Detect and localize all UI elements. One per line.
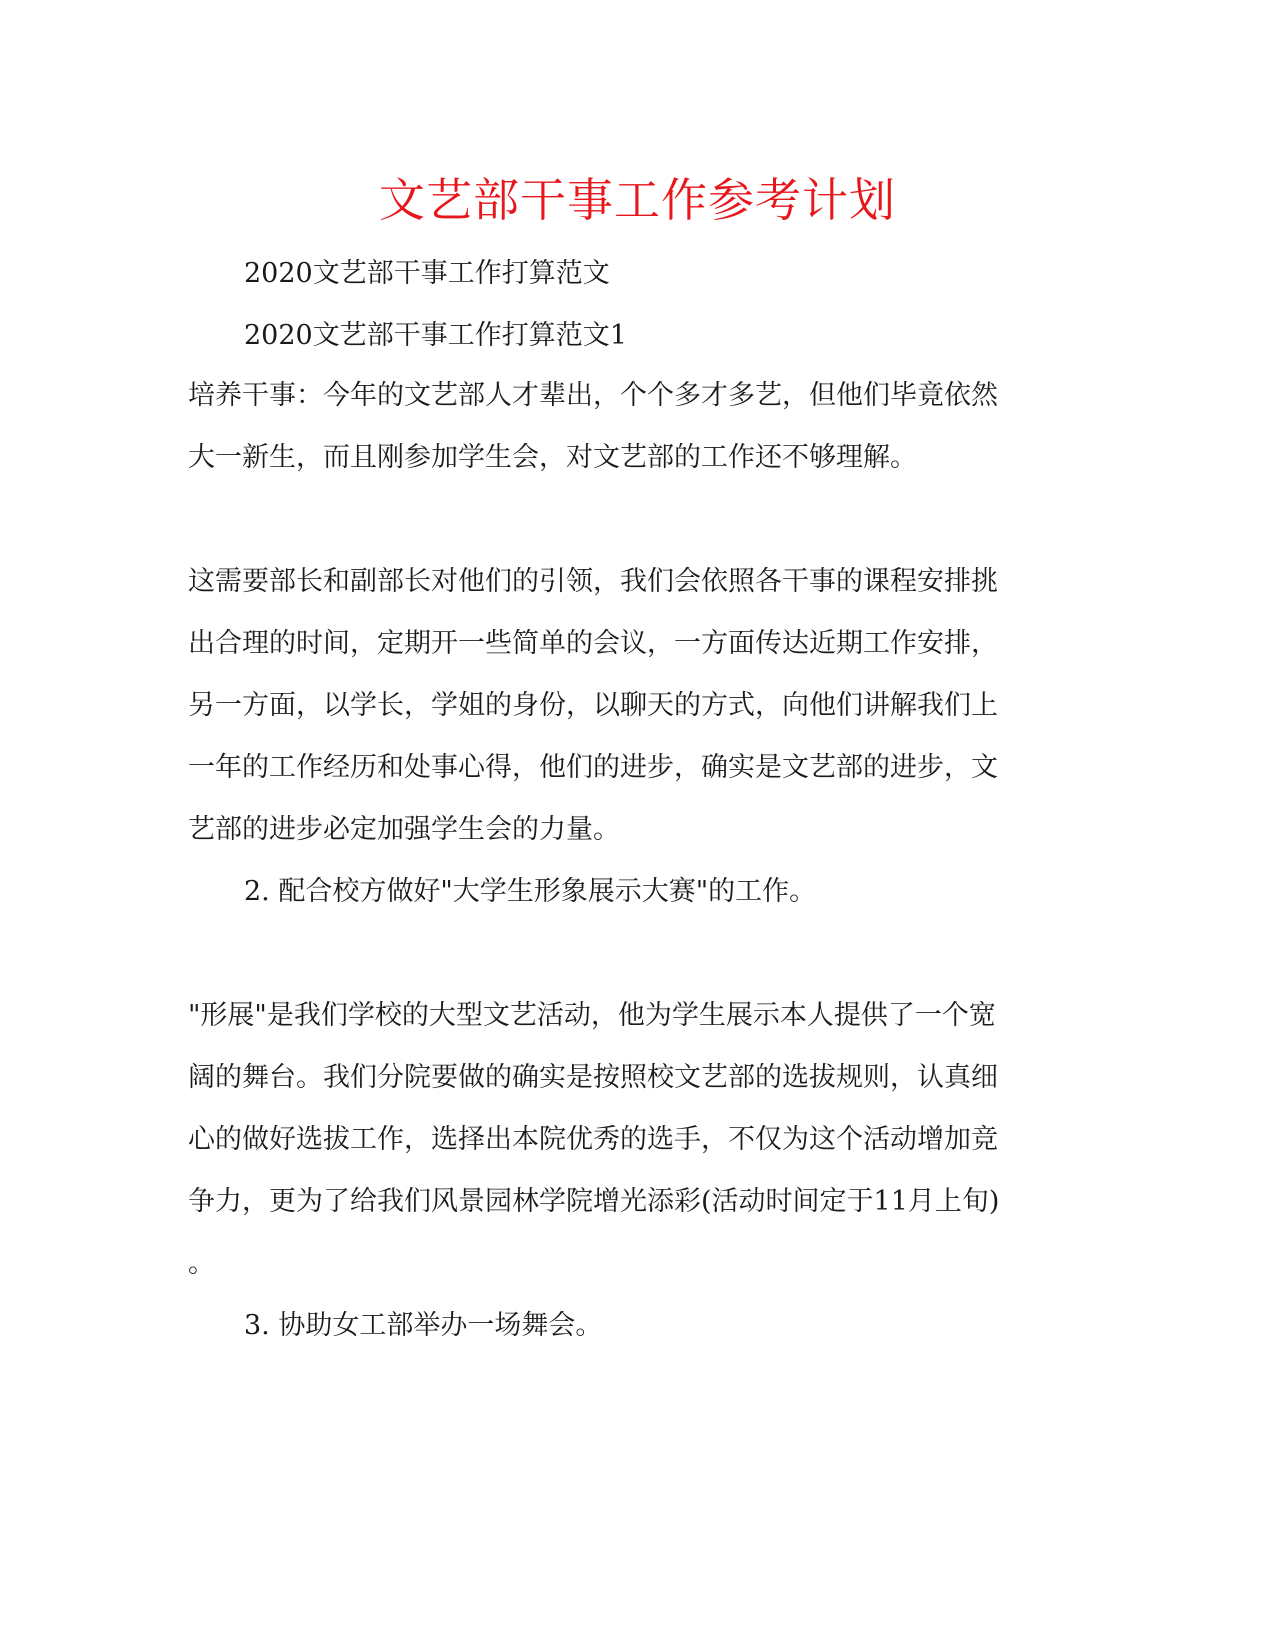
- paragraph-3-line: 。: [188, 1248, 215, 1279]
- paragraph-3-line: 阔的舞台。我们分院要做的确实是按照校文艺部的选拔规则，认真细: [188, 1062, 998, 1093]
- paragraph-2-line: 这需要部长和副部长对他们的引领，我们会依照各干事的课程安排挑: [188, 566, 998, 597]
- paragraph-2-line: 一年的工作经历和处事心得，他们的进步，确实是文艺部的进步，文: [188, 752, 998, 783]
- paragraph-3-line: 争力，更为了给我们风景园林学院增光添彩(活动时间定于11月上旬): [188, 1186, 1000, 1217]
- paragraph-3-line: "形展"是我们学校的大型文艺活动，他为学生展示本人提供了一个宽: [188, 1000, 996, 1031]
- subheading-2: 2020文艺部干事工作打算范文1: [244, 320, 627, 351]
- list-item-3: 3. 协助女工部举办一场舞会。: [244, 1310, 603, 1341]
- paragraph-1-line: 大一新生，而且刚参加学生会，对文艺部的工作还不够理解。: [188, 442, 917, 473]
- paragraph-3-line: 心的做好选拔工作，选择出本院优秀的选手，不仅为这个活动增加竞: [188, 1124, 998, 1155]
- paragraph-2-line: 艺部的进步必定加强学生会的力量。: [188, 814, 620, 845]
- subheading-1: 2020文艺部干事工作打算范文: [244, 258, 610, 289]
- paragraph-1-line: 培养干事：今年的文艺部人才辈出，个个多才多艺，但他们毕竟依然: [188, 380, 998, 411]
- paragraph-2-line: 另一方面，以学长，学姐的身份，以聊天的方式，向他们讲解我们上: [188, 690, 998, 721]
- paragraph-2-line: 出合理的时间，定期开一些简单的会议，一方面传达近期工作安排，: [188, 628, 998, 659]
- document-title: 文艺部干事工作参考计划: [379, 173, 896, 227]
- list-item-2: 2. 配合校方做好"大学生形象展示大赛"的工作。: [244, 876, 817, 907]
